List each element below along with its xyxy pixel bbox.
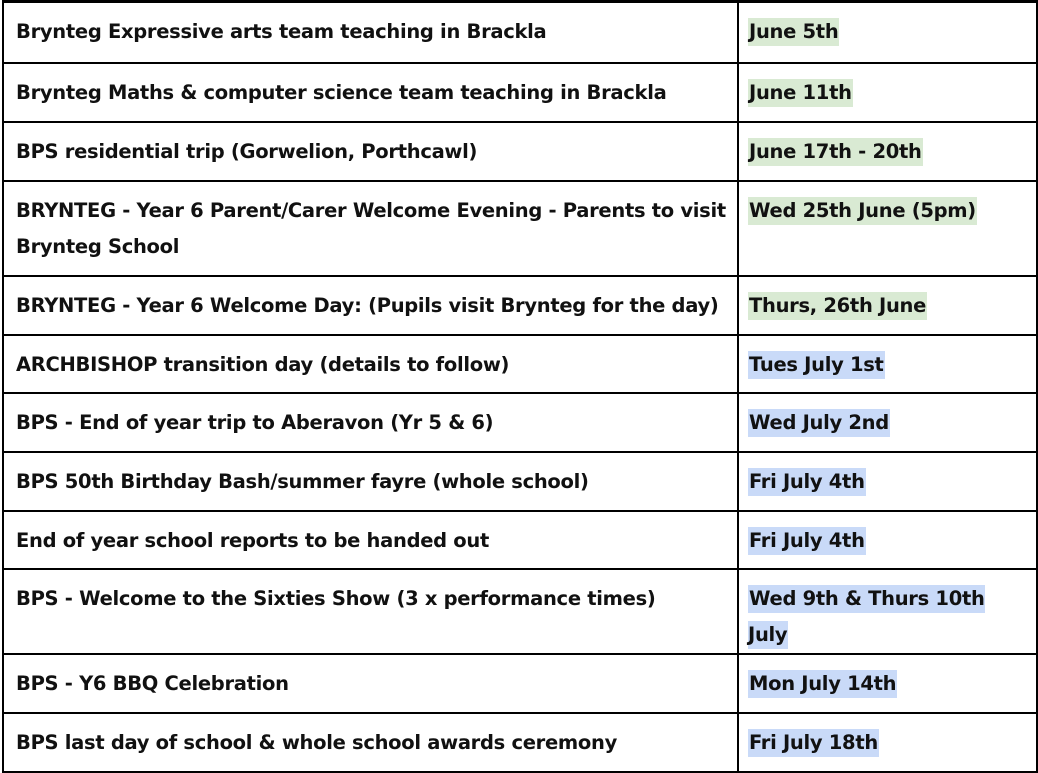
date-highlight: June 5th [748,18,839,46]
date-highlight: Fri July 4th [748,527,866,555]
events-table [2,0,1038,773]
table-row [3,713,1037,772]
date-cell [738,569,1037,654]
event-cell: BPS last day of school & whole school awards ceremony [3,713,738,772]
table-row [3,452,1037,511]
date-cell [738,393,1037,452]
date-highlight: June 11th [748,79,853,107]
date-cell [738,63,1037,122]
event-cell: BPS - Welcome to the Sixties Show (3 x performance times) [3,569,738,654]
date-cell [738,2,1037,63]
event-cell: BPS 50th Birthday Bash/summer fayre (whole school) [3,452,738,511]
event-cell: BRYNTEG - Year 6 Welcome Day: (Pupils visit Brynteg for the day) [3,276,738,335]
date-highlight: Wed July 2nd [748,409,890,437]
table-row [3,569,1037,654]
table-row [3,511,1037,569]
date-highlight: Fri July 18th [748,729,879,757]
date-cell [738,654,1037,713]
event-cell: ARCHBISHOP transition day (details to follow) [3,335,738,393]
date-highlight: June 17th - 20th [748,138,923,166]
date-cell [738,276,1037,335]
date-highlight: Thurs, 26th June [748,292,927,320]
table-row [3,654,1037,713]
date-cell [738,181,1037,276]
date-cell [738,713,1037,772]
date-cell [738,122,1037,181]
event-cell: Brynteg Expressive arts team teaching in Brackla [3,2,738,63]
date-cell [738,452,1037,511]
table-row [3,63,1037,122]
date-highlight: Wed 25th June (5pm) [748,197,977,225]
date-highlight: Wed 9th & Thurs 10th July [748,585,985,649]
table-row [3,122,1037,181]
date-highlight: Mon July 14th [748,670,897,698]
event-cell: BPS - Y6 BBQ Celebration [3,654,738,713]
event-cell: Brynteg Maths & computer science team teaching in Brackla [3,63,738,122]
event-cell: BPS residential trip (Gorwelion, Porthcawl) [3,122,738,181]
event-cell: BPS - End of year trip to Aberavon (Yr 5 & 6) [3,393,738,452]
table-row [3,393,1037,452]
date-highlight: Tues July 1st [748,351,885,379]
table-row [3,2,1037,63]
date-cell [738,511,1037,569]
table-row [3,335,1037,393]
date-cell [738,335,1037,393]
event-cell: BRYNTEG - Year 6 Parent/Carer Welcome Evening - Parents to visit Brynteg School [3,181,738,276]
table-row [3,181,1037,276]
table-row [3,276,1037,335]
date-highlight: Fri July 4th [748,468,866,496]
event-cell: End of year school reports to be handed out [3,511,738,569]
